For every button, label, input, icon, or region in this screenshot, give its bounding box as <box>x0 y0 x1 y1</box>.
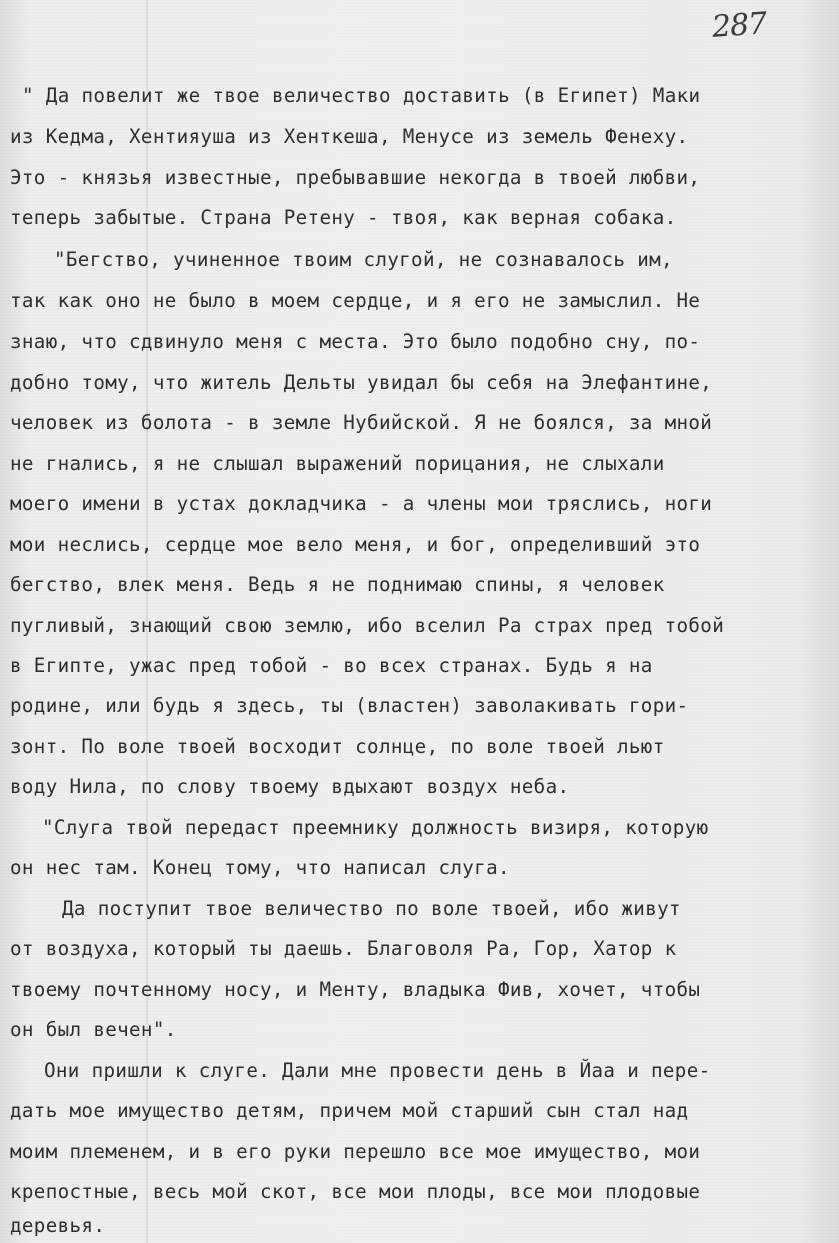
text-line: "Бегство, учиненное твоим слугой, не сознавалось им, <box>54 248 673 271</box>
text-line: бегство, влек меня. Ведь я не поднимаю спины, я человек <box>10 573 665 596</box>
text-line: деревья. <box>10 1214 106 1237</box>
text-line: человек из болота - в земле Нубийской. Я не боялся, за мной <box>10 411 713 434</box>
text-line: добно тому, что житель Дельты увидал бы себя на Элефантине, <box>10 371 713 394</box>
text-line: крепостные, весь мой скот, все мои плоды, все мои плодовые <box>10 1180 701 1203</box>
text-line: из Кедма, Хентияуша из Хенткеша, Менусе из земель Фенеху. <box>10 125 689 148</box>
text-line: теперь забытые. Страна Ретену - твоя, как верная собака. <box>10 206 677 229</box>
text-line: моего имени в устах докладчика - а члены мои тряслись, ноги <box>10 492 713 515</box>
text-line: от воздуха, который ты даешь. Благоволя Ра, Гор, Хатор к <box>10 937 677 960</box>
text-line: он был вечен". <box>10 1018 177 1041</box>
text-line: "Слуга твой передаст преемнику должность визиря, которую <box>42 816 709 839</box>
text-line: пугливый, знающий свою землю, ибо вселил Ра страх пред тобой <box>10 614 725 637</box>
text-line: Это - князья известные, пребывавшие некогда в твоей любви, <box>10 166 701 189</box>
page-number: 287 <box>710 6 768 45</box>
text-line: " Да повелит же твое величество доставить (в Египет) Маки <box>22 84 701 107</box>
text-line: зонт. По воле твоей восходит солнце, по воле твоей льют <box>10 735 665 758</box>
text-line: Они пришли к слуге. Дали мне провести день в Йаа и пере- <box>44 1059 711 1082</box>
text-line: мои неслись, сердце мое вело меня, и бог, определивший это <box>10 533 701 556</box>
text-line: в Египте, ужас пред тобой - во всех странах. Будь я на <box>10 654 653 677</box>
text-line: воду Нила, по слову твоему вдыхают воздух неба. <box>10 775 570 798</box>
text-line: не гнались, я не слышал выражений порицания, не слыхали <box>10 452 665 475</box>
text-line: так как оно не было в моем сердце, и я его не замыслил. Не <box>10 289 701 312</box>
text-line: родине, или будь я здесь, ты (властен) заволакивать гори- <box>10 694 689 717</box>
text-line: дать мое имущество детям, причем мой старший сын стал над <box>10 1099 689 1122</box>
text-line: Да поступит твое величество по воле твоей, ибо живут <box>62 897 681 920</box>
text-line: он нес там. Конец тому, что написал слуга. <box>10 856 510 879</box>
text-line: знаю, что сдвинуло меня с места. Это было подобно сну, по- <box>10 330 701 353</box>
text-line: моим племенем, и в его руки перешло все мое имущество, мои <box>10 1140 701 1163</box>
text-line: твоему почтенному носу, и Менту, владыка Фив, хочет, чтобы <box>10 978 701 1001</box>
